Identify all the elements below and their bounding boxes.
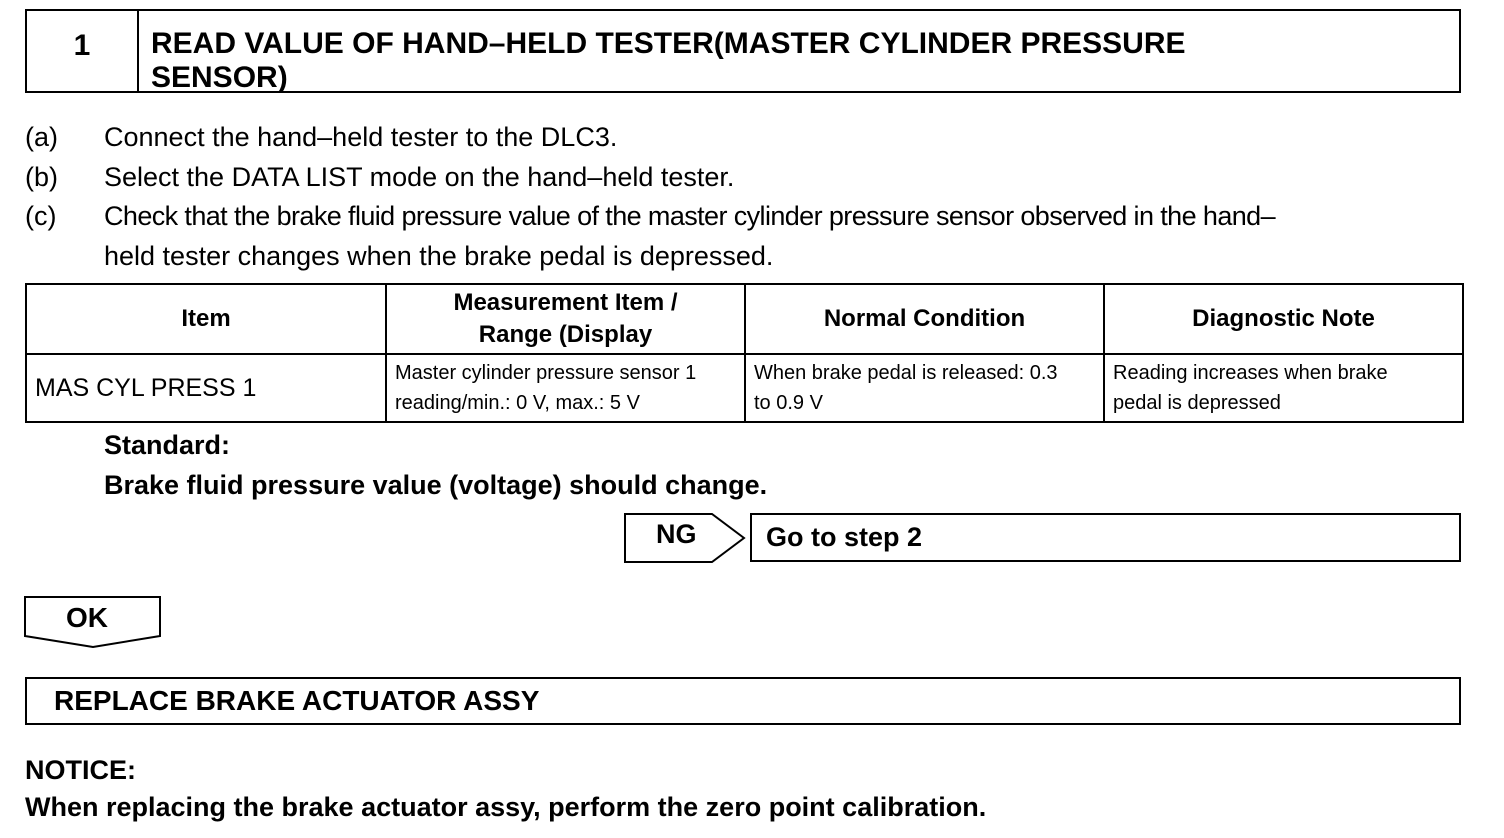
step-header [25, 9, 1461, 93]
instruction-text [104, 196, 1475, 276]
header-measurement [386, 284, 745, 354]
instruction-c [25, 196, 1475, 276]
cell-item: MAS CYL PRESS 1 [26, 354, 386, 422]
step-title-line2: SENSOR) [151, 61, 288, 94]
notice-label: NOTICE: [25, 755, 136, 785]
step-title-line1: READ VALUE OF HAND–HELD TESTER(MASTER CYLINDER PRESSURE [151, 27, 1186, 60]
cell-note-line1: Reading increases when brake [1113, 362, 1388, 384]
cell-normal-line2: to 0.9 V [754, 392, 823, 414]
table-row [26, 354, 1463, 422]
step-title [139, 11, 1459, 94]
cell-note-line2: pedal is depressed [1113, 392, 1281, 414]
header-item: Item [26, 284, 386, 354]
instruction-text: Select the DATA LIST mode on the hand–held tester. [104, 162, 735, 192]
ok-label: OK [66, 602, 108, 633]
instruction-label: (a) [25, 122, 58, 152]
data-list-table [25, 283, 1464, 423]
standard-label: Standard: [104, 430, 231, 460]
header-measurement-line2: Range (Display [478, 321, 653, 348]
cell-diagnostic-note [1104, 354, 1463, 422]
instruction-label: (b) [25, 162, 58, 192]
header-normal-condition: Normal Condition [745, 284, 1104, 354]
instruction-a [25, 117, 1475, 157]
instruction-text-line2: held tester changes when the brake pedal is depressed. [104, 241, 774, 271]
header-diagnostic-note: Diagnostic Note [1104, 284, 1463, 354]
instruction-text: Connect the hand–held tester to the DLC3. [104, 122, 618, 152]
header-measurement-line1: Measurement Item / [453, 289, 678, 316]
action-box: REPLACE BRAKE ACTUATOR ASSY [25, 677, 1461, 725]
cell-measurement [386, 354, 745, 422]
standard-text: Brake fluid pressure value (voltage) should change. [104, 470, 768, 500]
ng-label: NG [656, 519, 697, 549]
instruction-label: (c) [25, 201, 57, 231]
cell-measurement-line2: reading/min.: 0 V, max.: 5 V [395, 392, 640, 414]
step-number: 1 [27, 11, 139, 91]
table-header-row [26, 284, 1463, 354]
cell-normal-condition [745, 354, 1104, 422]
instruction-text-line1: Check that the brake fluid pressure value of the master cylinder pressure sensor observed in the hand– [104, 201, 1275, 231]
cell-normal-line1: When brake pedal is released: 0.3 [754, 362, 1058, 384]
instruction-b [25, 157, 1475, 197]
cell-measurement-line1: Master cylinder pressure sensor 1 [395, 362, 697, 384]
goto-step-box: Go to step 2 [750, 513, 1461, 562]
notice-text: When replacing the brake actuator assy, perform the zero point calibration. [25, 792, 987, 822]
